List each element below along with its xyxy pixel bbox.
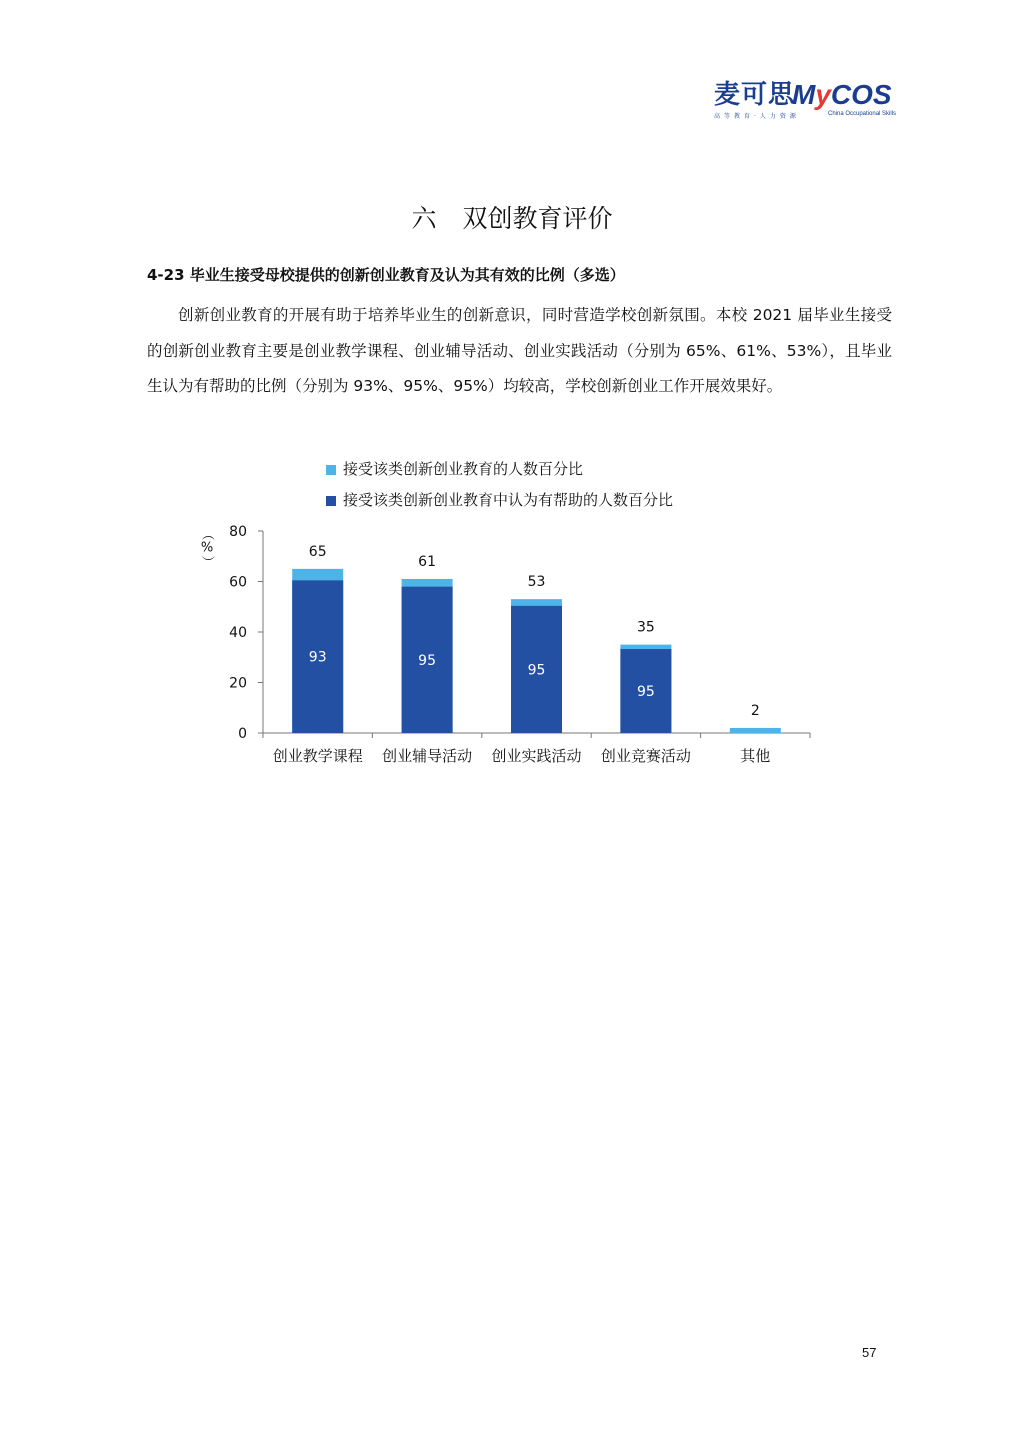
bar-accepted [730, 728, 781, 733]
y-axis-label: ） [199, 555, 215, 569]
section-number: 六 [411, 204, 437, 233]
body-paragraph: 创新创业教育的开展有助于培养毕业生的创新意识，同时营造学校创新氛围。本校 2021 届毕业生接受的创新创业教育主要是创业教学课程、创业辅导活动、创业实践活动（分别为 65%、61%、53%），且毕业生认为有帮助的比例（分别为 93%、95%、95%）均较高，学校创新创业工作开展效果好。 [147, 306, 892, 395]
data-label-accepted: 53 [527, 574, 546, 591]
y-tick-label: 80 [229, 524, 247, 540]
y-tick-label: 60 [229, 574, 247, 591]
y-axis-label: % [200, 540, 214, 556]
logo-chinese-text: 麦可思 [714, 80, 796, 110]
logo-subtitle-en: China Occupational Skills [828, 111, 897, 117]
logo-subtitle-cn: 高等教育·人力资源 [714, 113, 800, 120]
y-tick-label: 20 [229, 675, 247, 692]
x-tick-label: 创业竞赛活动 [600, 747, 691, 765]
data-label-accepted: 35 [636, 619, 655, 636]
x-tick-label: 创业辅导活动 [382, 747, 473, 765]
x-tick-label: 创业实践活动 [491, 747, 582, 765]
page-number: 57 [862, 1345, 877, 1360]
figure-title: 4-23 毕业生接受母校提供的创新创业教育及认为其有效的比例（多选） [147, 266, 625, 284]
section-title: 双创教育评价 [462, 204, 613, 233]
data-label-helpful: 95 [636, 684, 655, 701]
data-label-accepted: 2 [750, 702, 760, 719]
x-tick-label: 其他 [740, 747, 771, 765]
legend-label-helpful: 接受该类创新创业教育中认为有帮助的人数百分比 [343, 491, 674, 509]
legend-label-accepted: 接受该类创新创业教育的人数百分比 [343, 460, 584, 478]
data-label-helpful: 93 [308, 649, 327, 666]
y-tick-label: 0 [238, 726, 247, 742]
data-label-helpful: 95 [527, 662, 546, 679]
data-label-accepted: 65 [308, 543, 327, 560]
y-tick-label: 40 [229, 625, 247, 641]
x-tick-label: 创业教学课程 [272, 747, 363, 765]
data-label-helpful: 95 [418, 652, 437, 669]
data-label-accepted: 61 [418, 553, 437, 570]
y-axis-label: （ [199, 527, 215, 541]
logo-english-text: MyCOS [792, 79, 892, 110]
